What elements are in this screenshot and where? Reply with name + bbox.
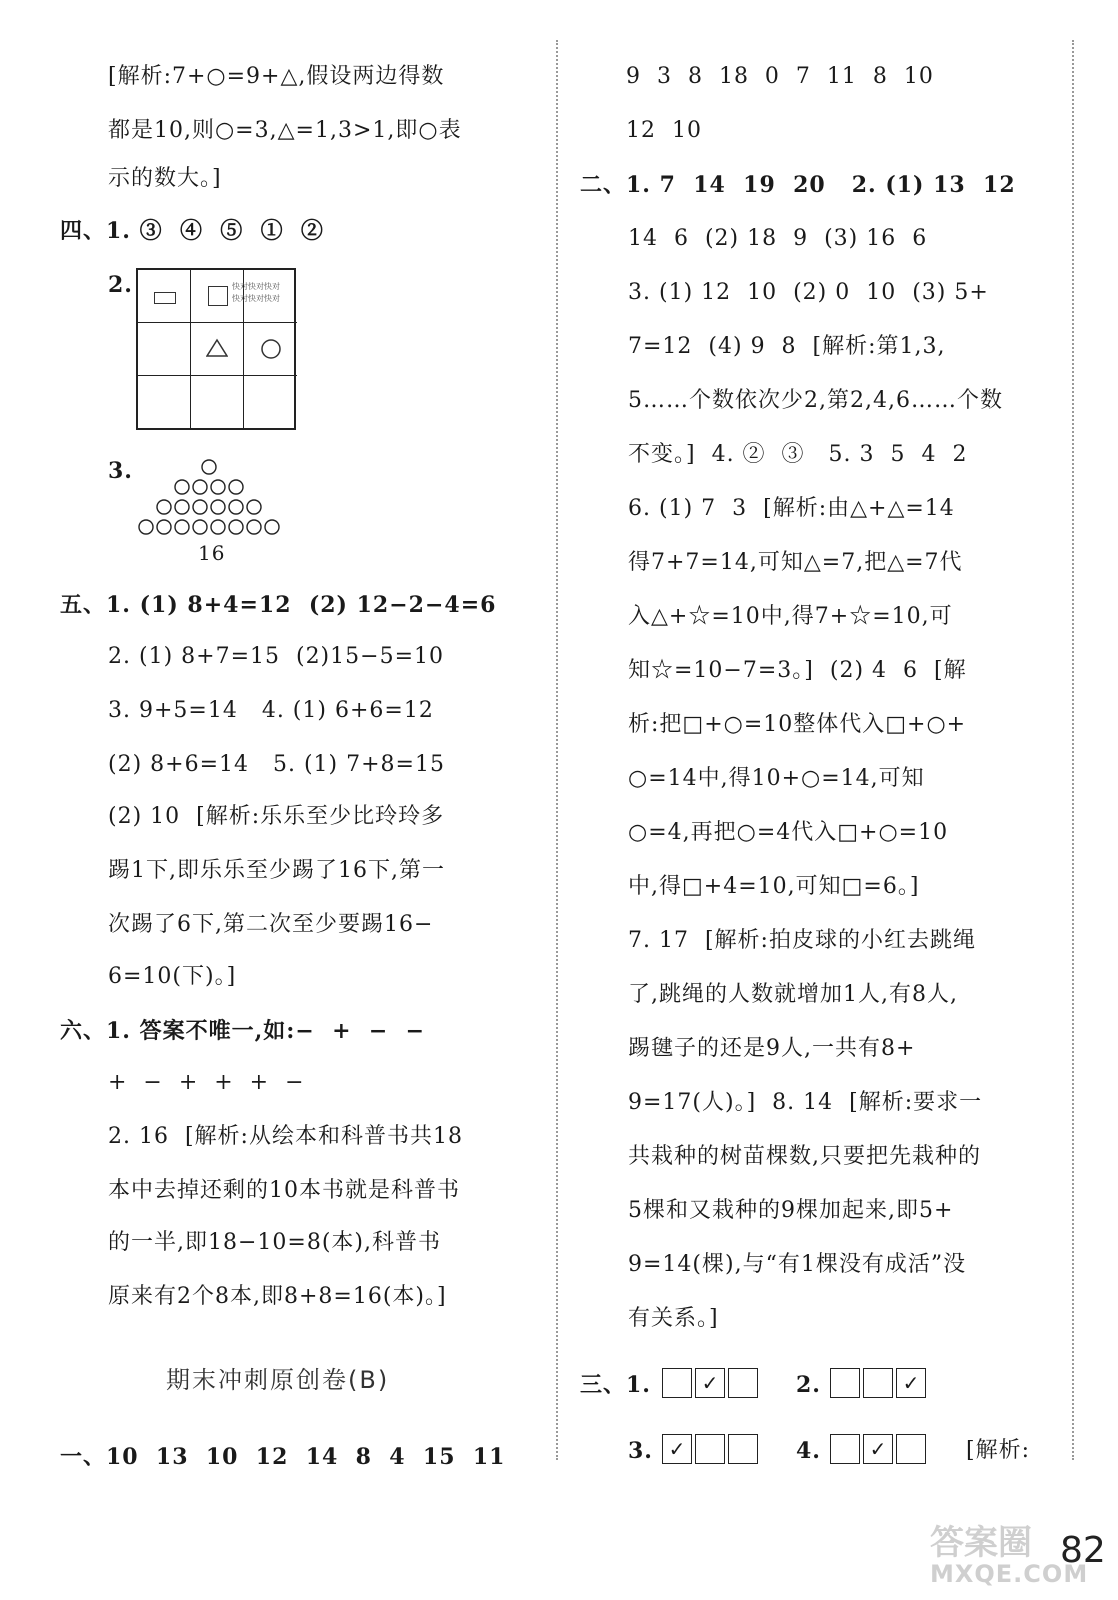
page-number: 82 [1060,1530,1106,1571]
answer-box [695,1434,725,1464]
text-line: 示的数大。] [108,166,222,191]
section-title: 期末冲刺原创卷(B) [166,1366,390,1394]
section-two-q1: 二、1. 7 14 19 20 2. (1) 13 12 [580,172,1016,198]
section-three-q4-label: 4. [796,1438,821,1464]
checkbox-row-q1 [662,1368,761,1398]
text-line: 6. (1) 7 3 [解析:由△+△=14 [628,496,955,521]
text-line: 知☆=10−7=3。] (2) 4 6 [解 [628,658,967,683]
column-divider [556,40,558,1460]
answer-box-checked: ✓ [695,1368,725,1398]
answer-box [728,1368,758,1398]
text-line: 不变。] 4. ② ③ 5. 3 5 4 2 [628,442,968,467]
answer-box [662,1368,692,1398]
grid-cell [191,376,244,429]
watermark-small: 快对快对快对 [232,294,280,303]
watermark-url: MXQE.COM [930,1560,1089,1588]
text-line: 6=10(下)。] [108,964,237,989]
text-line: 次踢了6下,第二次至少要踢16− [108,912,434,937]
answer-box-checked: ✓ [662,1434,692,1464]
text-line: 3. 9+5=14 4. (1) 6+6=12 [108,698,434,723]
answer-box [863,1368,893,1398]
answer-box-checked: ✓ [863,1434,893,1464]
text-line: 3. (1) 12 10 (2) 0 10 (3) 5+ [628,280,989,305]
text-line: 14 6 (2) 18 9 (3) 16 6 [628,226,928,251]
text-line: 了,跳绳的人数就增加1人,有8人, [628,982,958,1007]
text-line: ○=14中,得10+○=14,可知 [628,766,925,791]
text-line: 原来有2个8本,即8+8=16(本)。] [108,1284,447,1309]
grid-cell [138,323,191,376]
text-line: 都是10,则○=3,△=1,3>1,即○表 [108,118,462,143]
section-four-q1: 四、1. ③ ④ ⑤ ① ② [60,218,324,244]
triangle-icon [206,338,228,358]
text-line: 中,得□+4=10,可知□=6。] [628,874,920,899]
section-six-q1: 六、1. 答案不唯一,如:− + − − [60,1018,426,1044]
shape-grid [136,268,296,430]
text-line: 9=17(人)。] 8. 14 [解析:要求一 [628,1090,983,1115]
grid-cell [138,376,191,429]
text-line: (2) 10 [解析:乐乐至少比玲玲多 [108,804,445,829]
checkbox-row-q3 [662,1434,761,1464]
section-four-q2-label: 2. [108,272,133,298]
text-line: [解析:7+○=9+△,假设两边得数 [108,64,445,89]
text-line: 2. (1) 8+7=15 (2)15−5=10 [108,644,444,669]
section-one-answers: 一、10 13 10 12 14 8 4 15 11 [60,1444,506,1470]
answer-box-checked: ✓ [896,1368,926,1398]
section-three-q2-label: 2. [796,1372,821,1398]
text-line: 共栽种的树苗棵数,只要把先栽种的 [628,1144,981,1169]
section-three-q1-label: 三、1. [580,1372,651,1398]
text-line: 本中去掉还剩的10本书就是科普书 [108,1178,460,1203]
text-line: 7=12 (4) 9 8 [解析:第1,3, [628,334,946,359]
answer-box [896,1434,926,1464]
text-line: 7. 17 [解析:拍皮球的小红去跳绳 [628,928,976,953]
answer-box [830,1434,860,1464]
pyramid-total: 16 [198,541,226,565]
text-line: 5棵和又栽种的9棵加起来,即5+ [628,1198,954,1223]
text-line: [解析: [966,1438,1030,1463]
right-edge-divider [1072,40,1074,1460]
watermark-logo: 答案圈 [930,1523,1032,1563]
rectangle-icon [154,292,176,304]
watermark-small: 快对快对快对 [232,282,280,291]
checkbox-row-q2 [830,1368,929,1398]
text-line: 得7+7=14,可知△=7,把△=7代 [628,550,963,575]
text-line: (2) 8+6=14 5. (1) 7+8=15 [108,752,445,777]
grid-cell [244,376,297,429]
circle-icon [260,338,282,360]
text-line: 12 10 [626,118,702,143]
checkbox-row-q4 [830,1434,929,1464]
text-line: 入△+☆=10中,得7+☆=10,可 [628,604,953,629]
text-line: 9=14(棵),与“有1棵没有成活”没 [628,1252,967,1277]
text-line: 踢毽子的还是9人,一共有8+ [628,1036,916,1061]
section-three-q3-label: 3. [628,1438,653,1464]
text-line: 9 3 8 18 0 7 11 8 10 [626,64,934,89]
circle-pyramid [136,458,286,538]
text-line: + − + + + − [108,1070,305,1095]
answer-box [728,1434,758,1464]
text-line: 析:把□+○=10整体代入□+○+ [628,712,967,737]
section-four-q3-label: 3. [108,458,133,484]
text-line: 5……个数依次少2,第2,4,6……个数 [628,388,1003,413]
section-five-q1: 五、1. (1) 8+4=12 (2) 12−2−4=6 [60,592,497,618]
text-line: 的一半,即18−10=8(本),科普书 [108,1230,442,1255]
square-icon [208,286,228,306]
answer-box [830,1368,860,1398]
text-line: 踢1下,即乐乐至少踢了16下,第一 [108,858,445,883]
text-line: 有关系。] [628,1306,719,1331]
text-line: 2. 16 [解析:从绘本和科普书共18 [108,1124,463,1149]
text-line: ○=4,再把○=4代入□+○=10 [628,820,949,845]
